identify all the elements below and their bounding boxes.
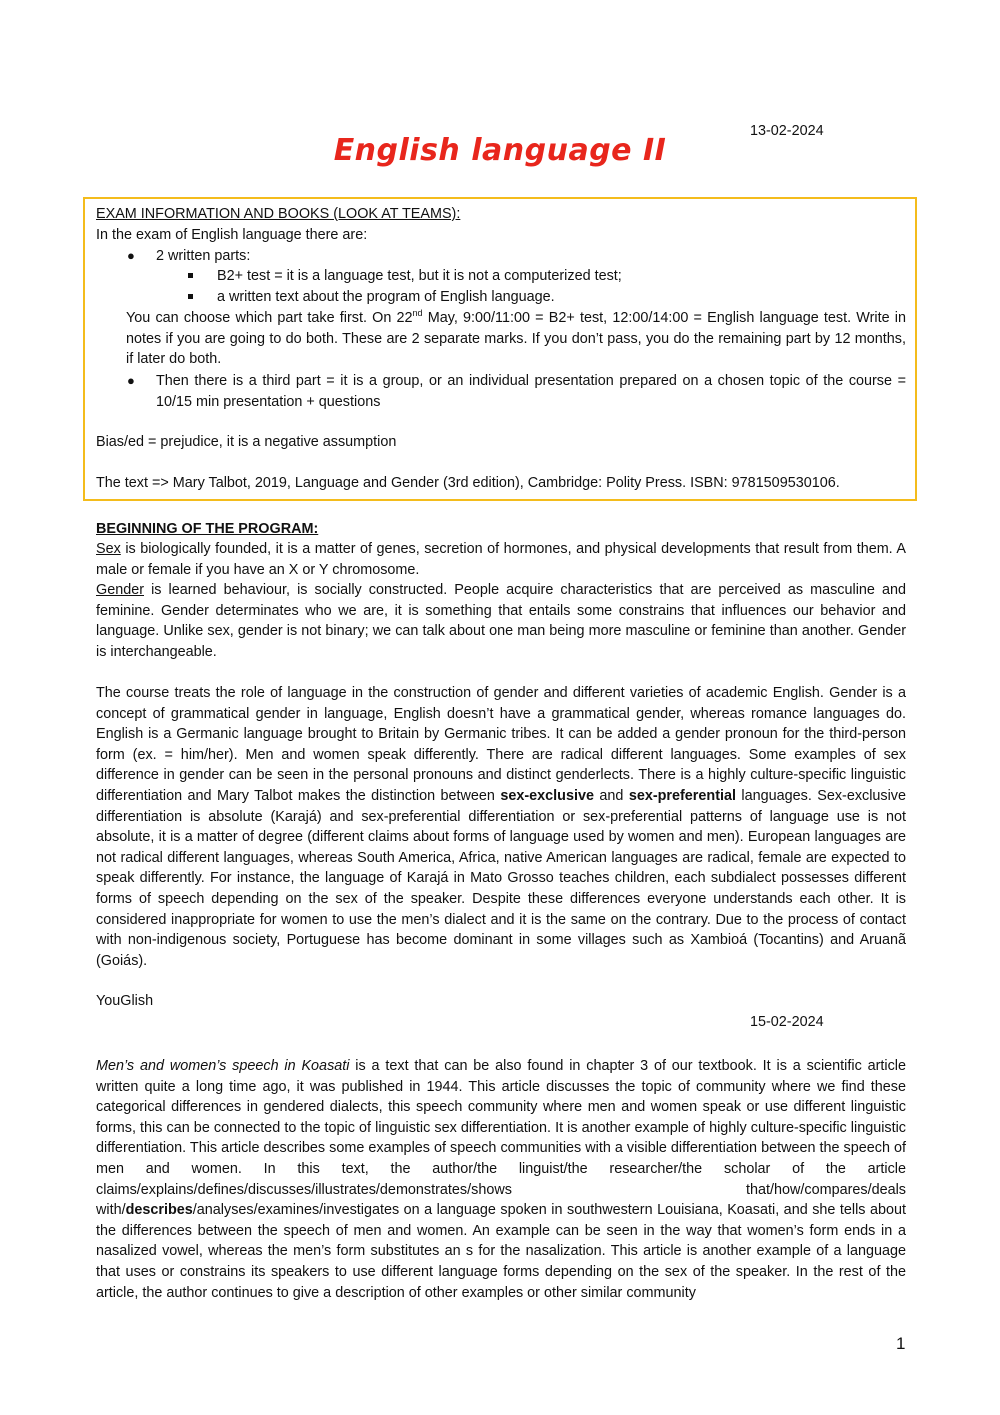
exam-intro: In the exam of English language there are: [96,227,368,243]
exam-heading: EXAM INFORMATION AND BOOKS (LOOK AT TEAMS): [96,206,461,222]
bullet-written-parts: 2 written parts: [156,248,251,264]
square-bullet-icon [188,273,193,278]
bullet-dot-icon: ● [127,373,135,388]
koasati-paragraph: Men’s and women’s speech in Koasati is a text that can be also found in chapter 3 of our textbook. It is a scientific article written quite a long time ago, it was published in 1944. This article discusses the topic of community where we find these categorical differences in gendered dialects, this speech community where men and women speak or use different linguistic forms, this can be connected to the topic of linguistic sex differentiation. It is another example of highly culture-specific linguistic differentiation. This article describes some examples of speech communities with a visible differentiation between the speech of men and women. In this text, the author/the linguist/the researcher/the scholar of the article claims/explains/defines/discusses/illustrates/demonstrates/shows that/how/compares/deals with/describes/analyses/examines/investigates on a language spoken in southwestern Louisiana, Koasati, and she tells about the differences between the speech of men and women. An example can be seen in the way that women’s form ends in a nasalized vowel, whereas the men’s form substitutes an s for the nasalization. This article is another example of a language that uses or constrains its speakers to use different language forms depending on the sex of the speaker. In the rest of the article, the author continues to give a description of other examples or other similar community [96,1058,906,1301]
document-title: English language II [333,133,667,168]
square-bullet-icon [188,294,193,299]
date-label: 13-02-2024 [750,123,824,139]
bullet-third-part: Then there is a third part = it is a group, or an individual presentation prepared on a chosen topic of the course = 10/15 min presentation + questions [156,373,906,410]
youglish-note: YouGlish [96,993,154,1009]
sub-bullet-b2-test: B2+ test = it is a language test, but it is not a computerized test; [217,268,622,284]
bullet-dot-icon: ● [127,248,135,263]
sub-bullet-written-text: a written text about the program of English language. [217,289,555,305]
textbook-reference: The text => Mary Talbot, 2019, Language and Gender (3rd edition), Cambridge: Polity Press. ISBN: 9781509530106. [96,475,840,491]
date-label: 15-02-2024 [750,1014,824,1030]
gender-definition-paragraph: Gender is learned behaviour, is socially constructed. People acquire characteristics that are perceived as masculine and feminine. Gender determinates who we are, it is something that entails some constrains that influences our behavior and language. Unlike sex, gender is not binary; we can talk about one man being more masculine or feminine than another. Gender is interchangeable. [96,582,906,660]
bias-definition: Bias/ed = prejudice, it is a negative assumption [96,434,397,450]
program-heading: BEGINNING OF THE PROGRAM: [96,521,319,537]
sex-definition-paragraph: Sex is biologically founded, it is a matter of genes, secretion of hormones, and physical developments that result from them. A male or female if you have an X or Y chromosome. [96,541,906,578]
page-number: 1 [896,1334,906,1353]
course-paragraph: The course treats the role of language in the construction of gender and different varieties of academic English. Gender is a concept of grammatical gender in language, English doesn’t have a grammatical gender, whereas romance languages do. English is a Germanic language brought to Britain by Germanic tribes. It can be added a gender pronoun for the third-person form (ex. = him/her). Men and women speak differently. There are radical different languages. Some examples of sex difference in gender can be seen in the personal pronouns and distinct genderlects. There is a highly culture-specific linguistic differentiation and Mary Talbot makes the distinction between sex-exclusive and sex-preferential languages. Sex-exclusive differentiation is absolute (Karajá) and sex-preferential differentiation or sex-preferential patterns of language use is not absolute, it is a matter of degree (different claims about forms of language used by women and men). European languages are not radical different languages, whereas South America, Africa, native American languages are radical, female are expected to speak differently. For instance, the language of Karajá in Mato Grosso teaches children, each subdialect possesses different forms of speech depending on the sex of the speaker. Despite these differences everyone understands each other. It is considered inappropriate for women to use the men’s dialect and it is the same on the contrary. Due to the process of contact with non-indigenous society, Portuguese has become dominant in some villages such as Xambioá (Tocantins) and Aruanã (Goiás). [96,685,907,969]
exam-choice-paragraph: You can choose which part take first. On 22nd May, 9:00/11:00 = B2+ test, 12:00/14:00 = English language test. Write in notes if you are going to do both. These are 2 separate marks. If you don’t pass, you do the remaining part by 12 months, if later do both. [126,308,906,368]
